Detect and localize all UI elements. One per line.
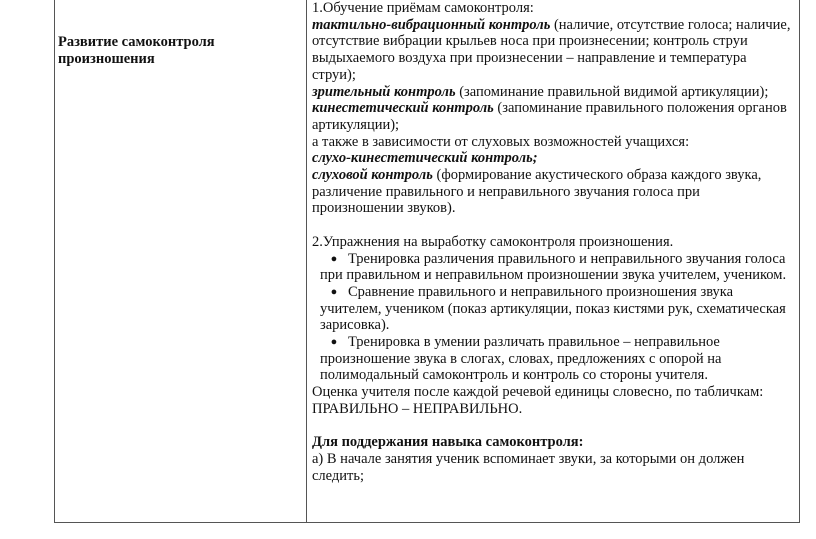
hearing-dependent-line: а также в зависимости от слуховых возможностей учащихся: xyxy=(312,133,690,150)
list-item xyxy=(312,334,792,384)
bullet-icon: ● xyxy=(330,285,338,298)
column-divider xyxy=(306,0,307,522)
topic-title-line1: Развитие самоконтроля xyxy=(58,34,215,50)
spacer xyxy=(312,418,792,435)
kinesthetic-label: кинестетический контроль xyxy=(312,100,494,117)
topic-title-line2: произношения xyxy=(58,51,155,67)
visual-label: зрительный контроль xyxy=(312,83,456,100)
auditory-label: слуховой контроль xyxy=(312,167,433,184)
list-item-text: Тренировка в умении различать правильное – неправильное произношение звука в слогах, словах, предложениях с опорой на полимодальный самоконтроль и контроль со стороны учителя. xyxy=(320,334,722,384)
visual-text: (запоминание правильной видимой артикуляции); xyxy=(455,83,769,100)
support-title: Для поддержания навыка самоконтроля: xyxy=(312,434,584,451)
description-cell xyxy=(312,0,792,484)
auditory-text: (формирование акустического образа каждого звука, различение правильного и неправильного звучания голоса при произношении звуков). xyxy=(312,167,762,217)
bullet-icon: ● xyxy=(330,336,338,349)
support-item-a: а) В начале занятия ученик вспоминает звуки, за которыми он должен следить; xyxy=(312,450,745,484)
teacher-assessment: Оценка учителя после каждой речевой единицы словесно, по табличкам: ПРАВИЛЬНО – НЕПРАВИЛЬНО. xyxy=(312,384,764,417)
spacer xyxy=(312,217,792,234)
list-item-text: Сравнение правильного и неправильного произношения звука учителем, учеником (показ артикуляции, показ кистями рук, схематическая зарисовка). xyxy=(320,283,786,334)
list-item xyxy=(312,251,792,284)
auditory-paragraph xyxy=(312,167,792,217)
list-item-text: Тренировка различения правильного и неправильного звучания голоса при правильном и неправильном произношении звука учителем, учеником. xyxy=(320,250,787,284)
bullet-icon: ● xyxy=(330,252,338,265)
topic-cell xyxy=(58,34,298,68)
tactile-label: тактильно-вибрационный контроль xyxy=(312,16,551,33)
auditory-kinesthetic-label: слухо-кинестетический контроль; xyxy=(312,150,538,167)
tactile-paragraph xyxy=(312,17,792,84)
tactile-text: (наличие, отсутствие голоса; наличие, отсутствие вибрации крыльев носа при произнесении; контроль струи выдыхаемого воздуха при произнесении – направление и температура струи); xyxy=(312,16,791,83)
intro-line: 1.Обучение приёмам самоконтроля: xyxy=(312,0,534,16)
kinesthetic-text: (запоминание правильного положения органов артикуляции); xyxy=(312,100,787,133)
list-item xyxy=(312,284,792,334)
kinesthetic-paragraph xyxy=(312,100,792,133)
exercises-title: 2.Упражнения на выработку самоконтроля произношения. xyxy=(312,233,674,250)
visual-paragraph xyxy=(312,84,792,101)
